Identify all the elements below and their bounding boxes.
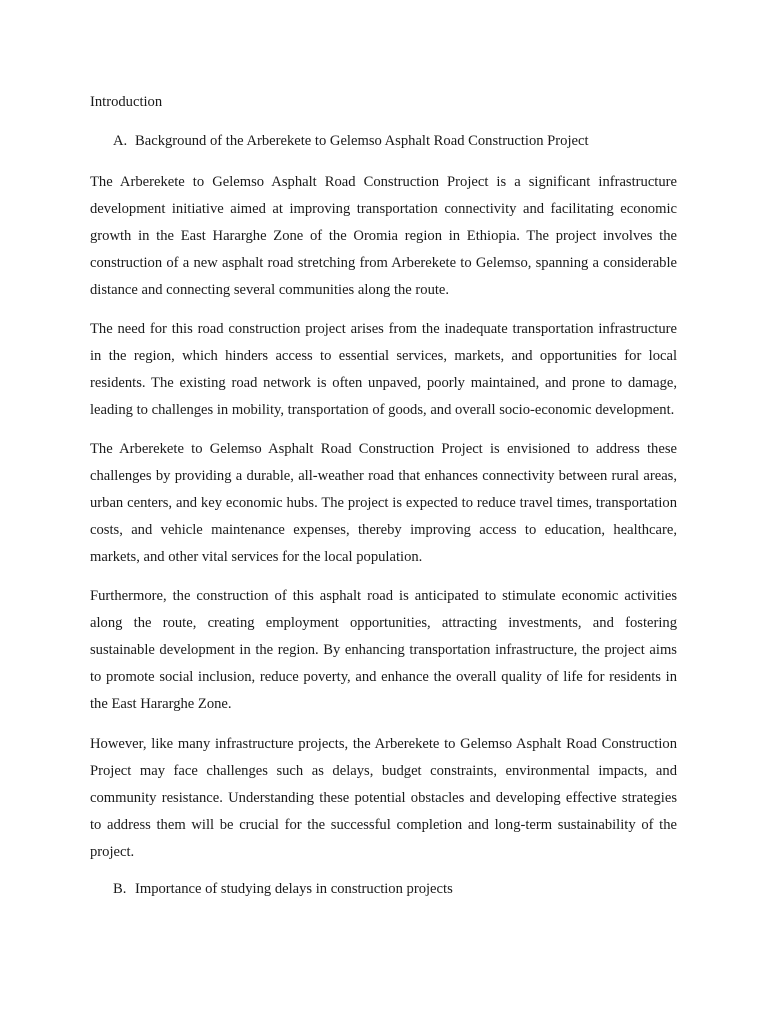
subheading-letter-a: A. xyxy=(113,133,128,149)
section-heading-introduction: Introduction xyxy=(90,94,163,110)
paragraph-need: The need for this road construction project arises from the inadequate transportation infrastructure in the region, which hinders access to essential services, markets, and opportunities for local residents. The existing road network is often unpaved, poorly maintained, and prone to damage, leading to challenges in mobility, transportation of goods, and overall socio-economic development. xyxy=(90,321,677,418)
subheading-importance-of-delays xyxy=(90,879,677,899)
paragraph-project-overview: The Arberekete to Gelemso Asphalt Road Construction Project is a significant infrastructure development initiative aimed at improving transportation connectivity and facilitating economic growth in the East Hararghe Zone of the Oromia region in Ethiopia. The project involves the construction of a new asphalt road stretching from Arberekete to Gelemso, spanning a considerable distance and connecting several communities along the route. xyxy=(90,174,677,298)
paragraph-challenges: However, like many infrastructure projects, the Arberekete to Gelemso Asphalt Road Construction Project may face challenges such as delays, budget constraints, environmental impacts, and community resistance. Understanding these potential obstacles and developing effective strategies to address them will be crucial for the successful completion and long-term sustainability of the project. xyxy=(90,736,677,860)
subheading-background xyxy=(90,131,677,151)
document-body xyxy=(90,92,677,899)
subheading-letter-b: B. xyxy=(113,881,127,897)
subheading-title-background: Background of the Arberekete to Gelemso Asphalt Road Construction Project xyxy=(135,133,589,149)
paragraph-economic-impact: Furthermore, the construction of this asphalt road is anticipated to stimulate economic activities along the route, creating employment opportunities, attracting investments, and fostering sustainable development in the region. By enhancing transportation infrastructure, the project aims to promote social inclusion, reduce poverty, and enhance the overall quality of life for residents in the East Hararghe Zone. xyxy=(90,588,677,712)
paragraph-vision: The Arberekete to Gelemso Asphalt Road Construction Project is envisioned to address these challenges by providing a durable, all-weather road that enhances connectivity between rural areas, urban centers, and key economic hubs. The project is expected to reduce travel times, transportation costs, and vehicle maintenance expenses, thereby improving access to education, healthcare, markets, and other vital services for the local population. xyxy=(90,441,677,565)
subheading-title-delays: Importance of studying delays in construction projects xyxy=(135,881,453,897)
